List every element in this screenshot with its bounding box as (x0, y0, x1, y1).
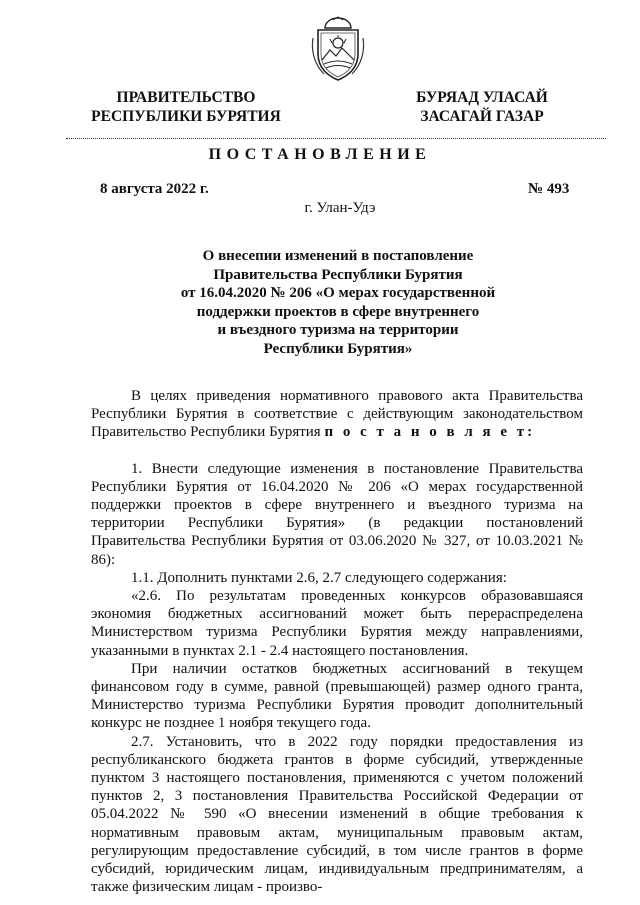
paragraph-2-6: «2.6. По результатам проведенных конкурсов образовавшаяся экономия бюджетных ассигнований может быть перераспределена Министерством туризма Республики Бурятия между направлениями, указанными в пунктах 2.1 - 2.4 настоящего постановления. (91, 588, 583, 659)
document-subject (170, 247, 506, 359)
subject-line: от 16.04.2020 № 206 «О мерах государственной (180, 285, 496, 302)
subject-line: О внесепии изменений в постаповление (202, 248, 474, 264)
resolves-phrase: п о с т а н о в л я е т: (324, 424, 536, 441)
paragraph-1-1: 1.1. Дополнить пунктами 2.6, 2.7 следующего содержания: (131, 569, 507, 586)
header-left-line1: ПРАВИТЕЛЬСТВО (116, 89, 256, 106)
subject-line: и въездного туризма на территории (217, 322, 459, 339)
preamble-text: В целях приведения нормативного правового акта Правительства Республики Бурятия в соответствие с действующим законодательством Правительство Республики Бурятия (91, 388, 583, 441)
subject-line: поддержки проектов в сфере внутреннего (196, 303, 480, 320)
government-name-russian (86, 88, 286, 126)
document-body (91, 387, 583, 896)
subject-line: Республики Бурятия» (263, 340, 413, 357)
document-date: 8 августа 2022 г. (100, 181, 209, 197)
header-divider (66, 138, 606, 139)
paragraph-1: 1. Внести следующие изменения в постановление Правительства Республики Бурятия от 16.04.2020 № 206 «О мерах государственной поддержки проектов в сфере внутреннего и въездного туризма на территории Республики Бурятия» (в редакции постановлений Правительства Республики Бурятия от 03.06.2020 № 327, от 10.03.2021 № 86): (91, 460, 583, 568)
document-number: № 493 (528, 181, 570, 197)
government-name-buryat (392, 88, 572, 126)
paragraph-2-7: 2.7. Установить, что в 2022 году порядки предоставления из республиканского бюджета грантов в форме субсидий, утвержденные пунктом 3 настоящего постановления, применяются с учетом положений пунктов 2, 3 постановления Правительства Российской Федерации от 05.04.2022 № 590 «О внесении изменений в общие требования к нормативным правовым актам, муниципальным правовым актам, регулирующим предоставление субсидий, в том числе грантов в форме субсидий, юридическим лицам, индивидуальным предпринимателям, а также физическим лицам - произво- (91, 733, 583, 896)
paragraph-remaining-funds: При наличии остатков бюджетных ассигнований в текущем финансовом году в сумме, равной (превышающей) размер одного гранта, Министерство туризма Республики Бурятия проводит дополнительный конкурс не позднее 1 ноября текущего года. (91, 660, 583, 732)
document-title: ПОСТАНОВЛЕНИЕ (208, 146, 432, 163)
preamble-paragraph (91, 387, 583, 442)
header-right-line1: БУРЯАД УЛАСАЙ (416, 89, 548, 106)
coat-of-arms-icon (310, 16, 366, 82)
header-left-line2: РЕСПУБЛИКИ БУРЯТИЯ (91, 108, 281, 125)
subject-line: Правительства Республики Бурятия (213, 266, 463, 283)
document-city: г. Улан-Удэ (304, 200, 376, 216)
header-right-line2: ЗАСАГАЙ ГАЗАР (420, 108, 544, 125)
